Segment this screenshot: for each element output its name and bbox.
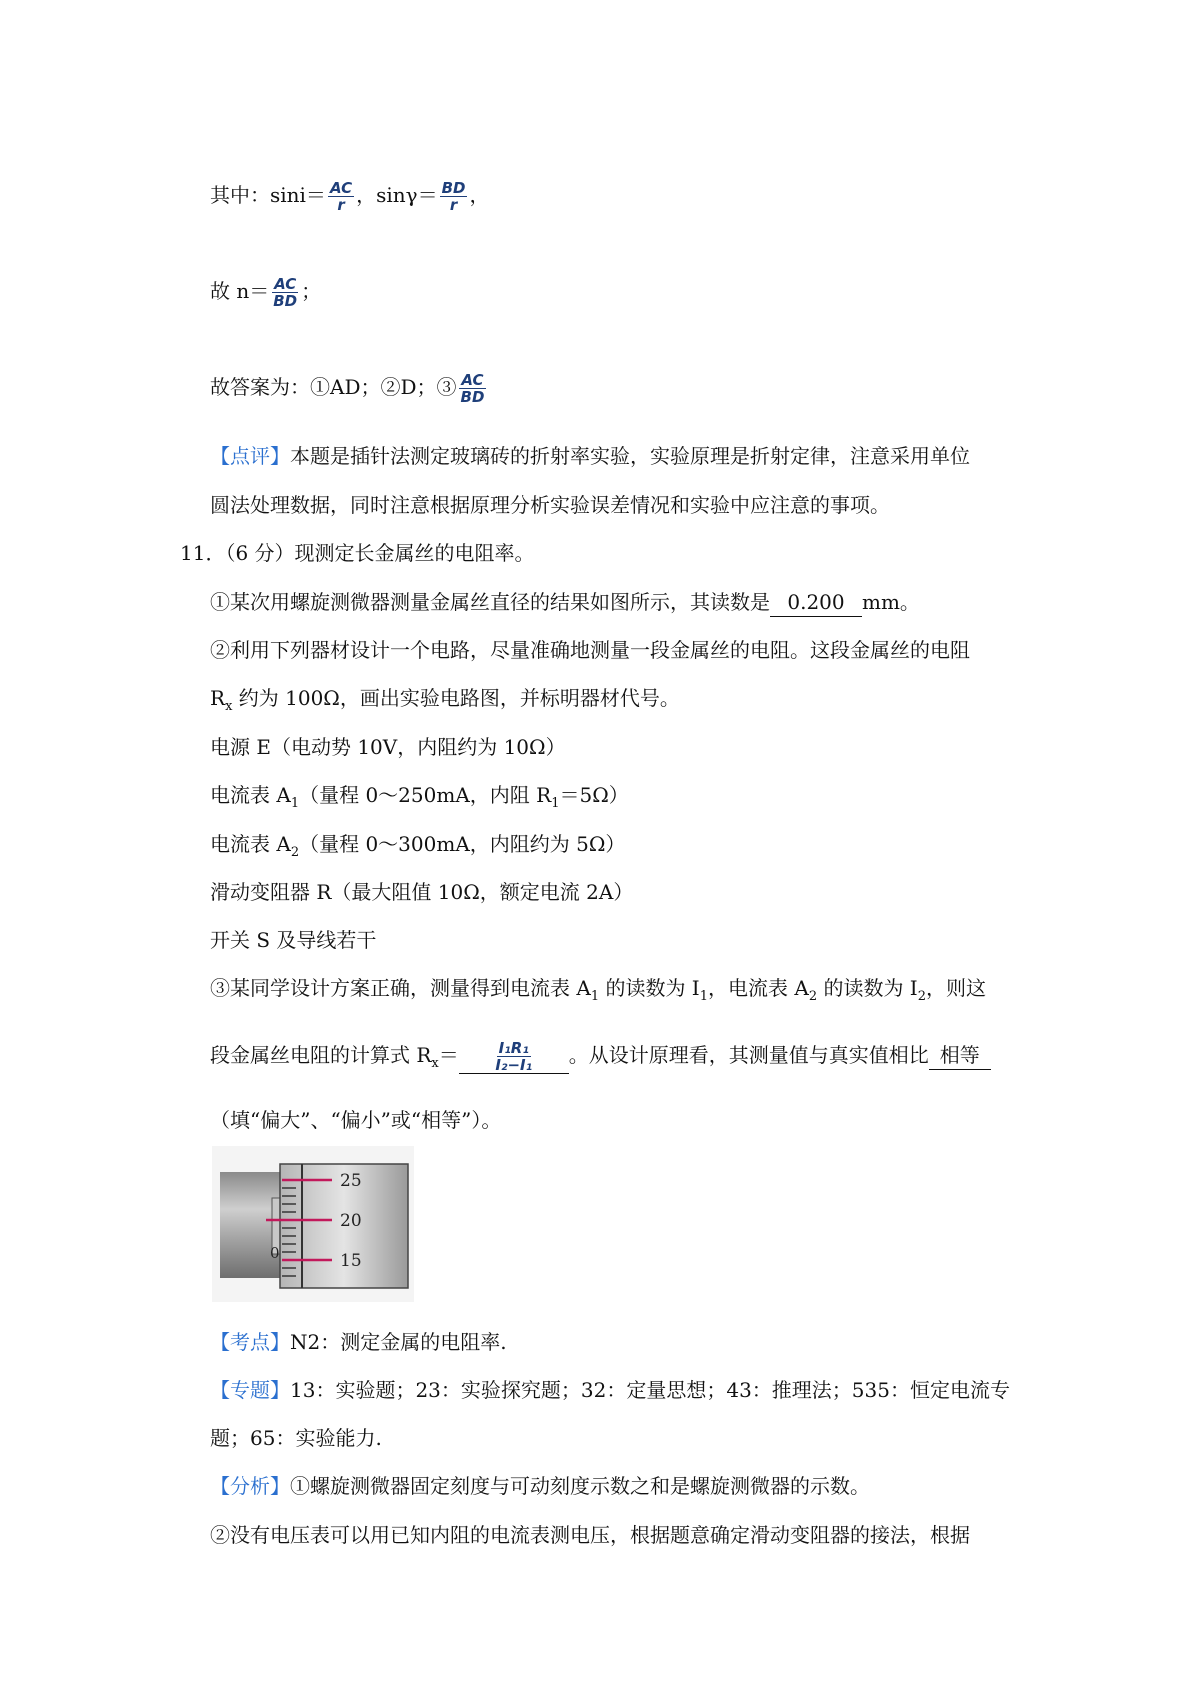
zhuanti-line-2: 题；65：实验能力. bbox=[210, 1426, 382, 1450]
question-11-part2-line2: $R_x$ 约为 100Ω，画出实验电路图，并标明器材代号。 bbox=[210, 686, 680, 714]
zhuanti-tag: 【专题】 bbox=[210, 1378, 290, 1402]
fill-hint-line: （填“偏大”、“偏小”或“相等”）。 bbox=[210, 1108, 502, 1132]
question-11-part2-line1: ②利用下列器材设计一个电路，尽量准确地测量一段金属丝的电阻。这段金属丝的电阻 bbox=[210, 638, 970, 662]
kaodian-tag: 【考点】 bbox=[210, 1330, 290, 1354]
fenxi-tag: 【分析】 bbox=[210, 1474, 290, 1498]
review-line-1: 【点评】本题是插针法测定玻璃砖的折射率实验，实验原理是折射定律，注意采用单位 bbox=[210, 444, 970, 468]
review-line-2: 圆法处理数据，同时注意根据原理分析实验误差情况和实验中应注意的事项。 bbox=[210, 493, 890, 517]
kaodian-line: 【考点】N2：测定金属的电阻率. bbox=[210, 1330, 507, 1354]
zhuanti-line-1: 【专题】13：实验题；23：实验探究题；32：定量思想；43：推理法；535：恒定电流专 bbox=[210, 1378, 1010, 1402]
equipment-power-source: 电源 E（电动势 10V，内阻约为 10Ω） bbox=[210, 735, 566, 759]
question-11-title: 11．（6 分）现测定长金属丝的电阻率。 bbox=[180, 541, 535, 565]
answer-blank-comparison: 相等 bbox=[929, 1041, 991, 1070]
fenxi-line-1: 【分析】①螺旋测微器固定刻度与可动刻度示数之和是螺旋测微器的示数。 bbox=[210, 1474, 870, 1498]
micrometer-figure bbox=[212, 1146, 414, 1302]
refractive-index-line: 故 n＝ $\frac{AC}{BD}$ ； bbox=[210, 275, 322, 310]
fraction-ac-over-bd: $\frac{AC}{BD}$ bbox=[273, 275, 298, 310]
fenxi-line-2: ②没有电压表可以用已知内阻的电流表测电压，根据题意确定滑动变阻器的接法，根据 bbox=[210, 1523, 970, 1547]
answer-blank-reading: 0.200 bbox=[770, 588, 862, 617]
fraction-bd-over-r: $\frac{BD}{r}$ bbox=[441, 179, 466, 214]
sin-formula-line: 其中：sini＝ $\frac{AC}{r}$ ，sinγ＝ $\frac{BD}{r}$ ， bbox=[210, 179, 490, 214]
label-25: 25 bbox=[340, 1171, 362, 1191]
label-20: 20 bbox=[340, 1211, 362, 1231]
equipment-rheostat: 滑动变阻器 R（最大阻值 10Ω，额定电流 2A） bbox=[210, 880, 634, 904]
label-0: 0 bbox=[270, 1244, 280, 1262]
review-tag: 【点评】 bbox=[210, 444, 290, 468]
answer-line: 故答案为：①AD；②D；③ $\frac{AC}{BD}$ bbox=[210, 371, 485, 406]
question-11-part3-line1: ③某同学设计方案正确，测量得到电流表 $A_1$ 的读数为 $I_1$，电流表 $A_2$ 的读数为 $I_2$，则这 bbox=[210, 976, 986, 1004]
equipment-ammeter-a1: 电流表 $A_1$（量程 0～250mA，内阻 $R_1=5\Omega$） bbox=[210, 783, 629, 811]
question-11-part1: ①某次用螺旋测微器测量金属丝直径的结果如图所示，其读数是 0.200 mm。 bbox=[210, 588, 920, 617]
equipment-ammeter-a2: 电流表 $A_2$（量程 0～300mA，内阻约为 5Ω） bbox=[210, 832, 626, 860]
fraction-ac-over-r: $\frac{AC}{r}$ bbox=[329, 179, 353, 214]
fraction-resistance: $\frac{\text{I₁R₁}}{\text{I₂−I₁}}$ bbox=[495, 1039, 533, 1074]
sleeve-body bbox=[220, 1172, 280, 1278]
answer-fraction: $\frac{AC}{BD}$ bbox=[460, 371, 485, 406]
equipment-switch: 开关 S 及导线若干 bbox=[210, 928, 377, 952]
resistance-formula-line: 段金属丝电阻的计算式 $R_x=$ $\frac{\text{I₁R₁}}{\text{I₂−I₁}}$ 。从设计原理看，其测量值与真实值相比 相等 bbox=[210, 1040, 991, 1078]
label-15: 15 bbox=[340, 1251, 362, 1271]
answer-blank-formula bbox=[459, 1040, 569, 1074]
